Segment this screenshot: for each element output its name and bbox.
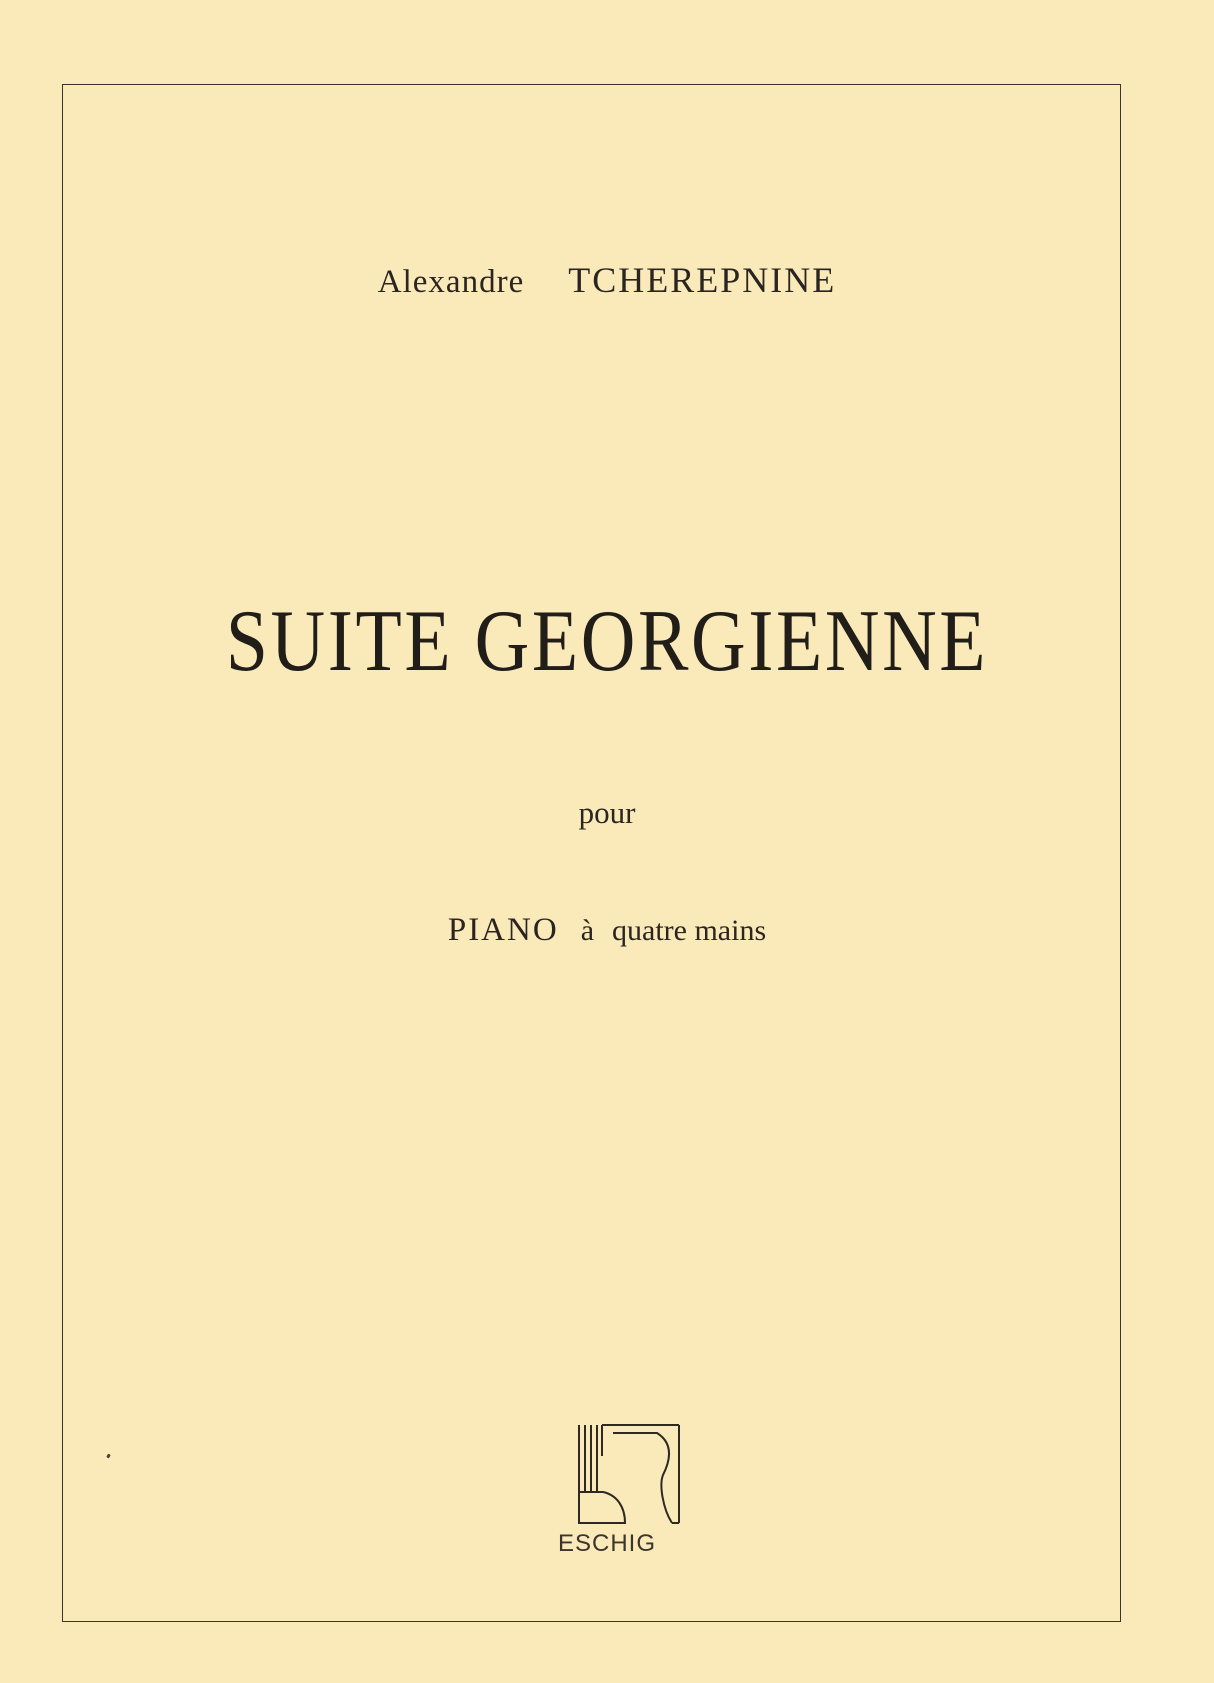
composer-last-name: TCHEREPNINE <box>568 260 837 300</box>
eschig-logo-icon <box>577 1423 680 1525</box>
publisher-name: ESCHIG <box>557 1530 656 1557</box>
work-title: SUITE GEORGIENNE <box>225 593 989 690</box>
pour-label: pour <box>578 795 636 830</box>
instrument-label: PIANO <box>447 912 559 948</box>
page-border-frame <box>62 84 1121 1622</box>
hands-label: quatre mains <box>612 914 767 947</box>
preposition-label: à <box>580 914 595 947</box>
instrumentation <box>0 912 1214 949</box>
composer-first-name: Alexandre <box>377 264 525 300</box>
composer-name <box>0 259 1214 301</box>
